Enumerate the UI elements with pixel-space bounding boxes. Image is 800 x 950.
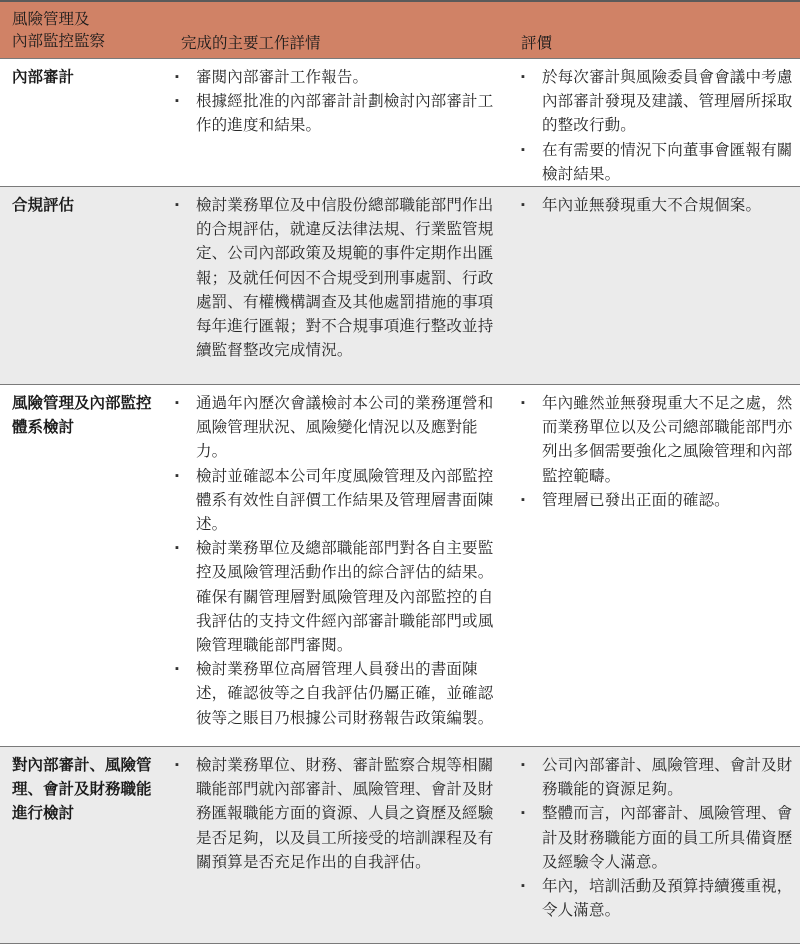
list-item: · 年內並無發現重大不合規個案。 <box>518 193 798 217</box>
list-item: · 年內，培訓活動及預算持續獲重視，令人滿意。 <box>518 874 798 922</box>
list-item: · 年內雖然並無發現重大不足之處，然而業務單位以及公司總部職能部門亦列出多個需要強化之風險管理和內部監控範疇。 <box>518 391 798 488</box>
assessment-list <box>518 193 798 217</box>
list-item: · 通過年內歷次會議檢討本公司的業務運營和風險管理狀況、風險變化情況以及應對能力。 <box>172 391 508 464</box>
assessment-cell <box>518 753 798 922</box>
assessment-cell <box>518 391 798 512</box>
assessment-cell <box>518 65 798 186</box>
row-compliance-assessment <box>0 186 800 384</box>
header-area: 風險管理及 內部監控監察 <box>12 10 106 50</box>
list-item: · 檢討業務單位及總部職能部門對各自主要監控及風險管理活動作出的綜合評估的結果。確保有關管理層對風險管理及內部監控的自我評估的支持文件經內部審計職能部門或風險管理職能部門審閱。 <box>172 536 508 657</box>
header-work-details: 完成的主要工作詳情 <box>181 34 321 52</box>
list-item: · 管理層已發出正面的確認。 <box>518 488 798 512</box>
row-functions-review <box>0 746 800 944</box>
list-item: · 根據經批准的內部審計計劃檢討內部審計工作的進度和結果。 <box>172 89 508 137</box>
header-assessment: 評價 <box>521 34 553 52</box>
assessment-list <box>518 65 798 186</box>
details-list <box>172 753 508 874</box>
assessment-cell <box>518 193 798 217</box>
row-topic: 內部審計 <box>12 68 75 86</box>
list-item: · 於每次審計與風險委員會會議中考慮內部審計發現及建議、管理層所採取的整改行動。 <box>518 65 798 138</box>
row-internal-audit <box>0 58 800 186</box>
details-list <box>172 391 508 730</box>
assessment-list <box>518 753 798 922</box>
details-cell <box>172 65 508 138</box>
list-item: · 公司內部審計、風險管理、會計及財務職能的資源足夠。 <box>518 753 798 801</box>
row-topic: 對內部審計、風險管理、會計及財務職能進行檢討 <box>12 756 152 823</box>
row-topic: 合規評估 <box>12 196 75 214</box>
details-cell <box>172 753 508 874</box>
assessment-list <box>518 391 798 512</box>
list-item: · 整體而言，內部審計、風險管理、會計及財務職能方面的員工所具備資歷及經驗令人滿意。 <box>518 801 798 874</box>
details-list <box>172 65 508 138</box>
details-cell <box>172 193 508 362</box>
table-header <box>0 0 800 58</box>
details-list <box>172 193 508 362</box>
details-cell <box>172 391 508 730</box>
list-item: · 審閱內部審計工作報告。 <box>172 65 508 89</box>
list-item: · 檢討業務單位及中信股份總部職能部門作出的合規評估，就違反法律法規、行業監管規定、公司內部政策及規範的事件定期作出匯報；及就任何因不合規受到刑事處罰、行政處罰、有權機構調查及其他處罰措施的事項每年進行匯報；對不合規事項進行整改並持續監督整改完成情況。 <box>172 193 508 362</box>
row-risk-control-review <box>0 384 800 746</box>
list-item: · 在有需要的情況下向董事會匯報有關檢討結果。 <box>518 138 798 186</box>
list-item: · 檢討並確認本公司年度風險管理及內部監控體系有效性自評價工作結果及管理層書面陳述。 <box>172 464 508 537</box>
row-topic: 風險管理及內部監控體系檢討 <box>12 394 152 437</box>
list-item: · 檢討業務單位、財務、審計監察合規等相關職能部門就內部審計、風險管理、會計及財務匯報職能方面的資源、人員之資歷及經驗是否足夠，以及員工所接受的培訓課程及有關預算是否充足作出的自我評估。 <box>172 753 508 874</box>
list-item: · 檢討業務單位高層管理人員發出的書面陳述，確認彼等之自我評估仍屬正確，並確認彼等之賬目乃根據公司財務報告政策編製。 <box>172 657 508 730</box>
